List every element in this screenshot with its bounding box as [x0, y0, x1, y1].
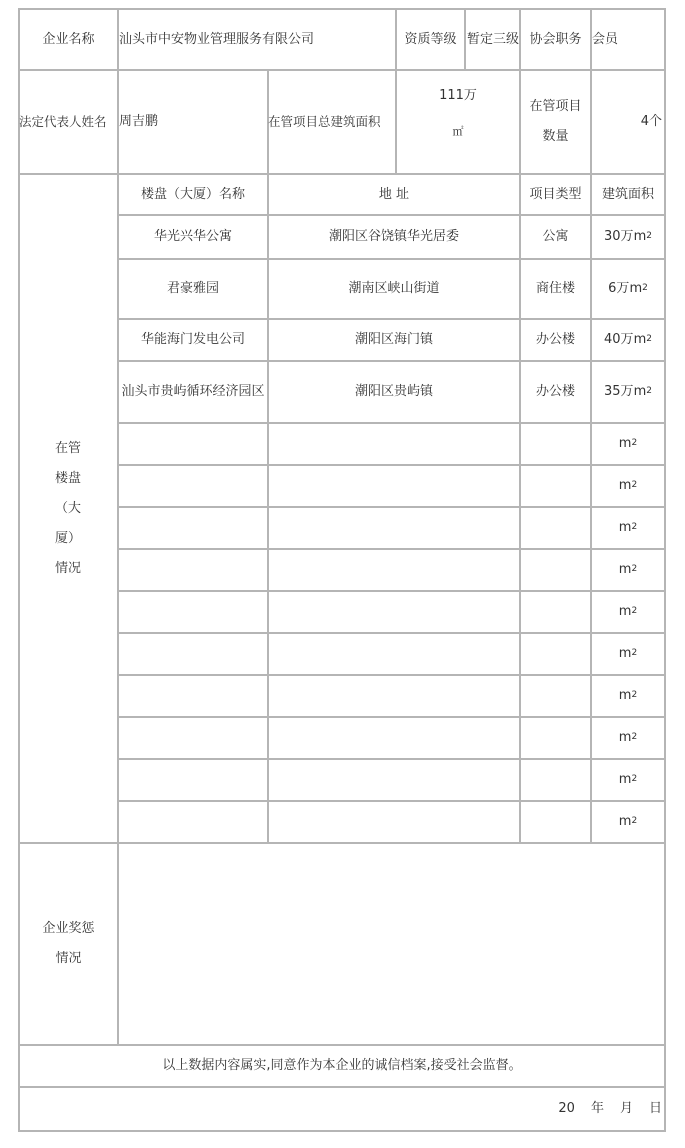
project-area: 40万 m $^2$	[592, 320, 664, 360]
project-type	[521, 466, 590, 506]
project-count-label: 在管项目数量	[529, 99, 582, 144]
project-type	[521, 592, 590, 632]
qualification-value: 暂定三级	[467, 31, 520, 47]
project-type	[521, 424, 590, 464]
project-area-unit: m	[618, 562, 632, 577]
project-address	[269, 634, 519, 674]
project-area: m $^2$	[592, 634, 664, 674]
project-address: 潮阳区贵屿镇	[354, 384, 433, 399]
project-area: m $^2$	[592, 550, 664, 590]
company-name-value: 汕头市中安物业管理服务有限公司	[119, 31, 315, 47]
col-header-type: 项目类型	[529, 186, 582, 202]
project-area: 30万 m $^2$	[592, 216, 664, 258]
project-area-unit: m	[618, 772, 632, 787]
project-address	[269, 592, 519, 632]
project-area-unit: m	[618, 730, 632, 745]
project-type: 办公楼	[535, 384, 575, 399]
record-form-table	[18, 8, 666, 1132]
project-area-value: 30万	[604, 229, 634, 244]
projects-section-label: 在管楼盘（大厦）情况	[54, 440, 81, 576]
qualification-label: 资质等级	[404, 31, 457, 47]
project-name: 汕头市贵屿循环经济园区	[121, 384, 265, 399]
project-area: m $^2$	[592, 508, 664, 548]
company-name-label: 企业名称	[42, 31, 95, 47]
signature-date	[20, 1088, 664, 1130]
project-name	[119, 466, 267, 506]
project-area-value: 35万	[604, 384, 634, 399]
date-year: 年	[590, 1101, 604, 1116]
total-area-label: 在管项目总建筑面积	[268, 114, 381, 129]
col-header-area: 建筑面积	[601, 186, 654, 202]
date-year-prefix: 20	[558, 1101, 575, 1116]
col-header-address: 地 址	[378, 186, 410, 202]
project-type	[521, 508, 590, 548]
project-area-unit: m	[618, 814, 632, 829]
project-address	[269, 802, 519, 842]
col-header-name: 楼盘（大厦）名称	[140, 186, 245, 202]
awards-content	[119, 844, 664, 1044]
association-role-label: 协会职务	[529, 31, 582, 47]
project-name: 君豪雅园	[166, 281, 219, 296]
project-area-value: 6万	[608, 281, 630, 296]
project-type: 商住楼	[535, 281, 575, 296]
date-day: 日	[648, 1101, 662, 1116]
project-address	[269, 760, 519, 800]
date-month: 月	[619, 1101, 633, 1116]
project-name: 华能海门发电公司	[140, 332, 245, 347]
project-area: m $^2$	[592, 592, 664, 632]
project-count-value: 4个	[640, 114, 662, 129]
project-area: m $^2$	[592, 466, 664, 506]
project-name	[119, 424, 267, 464]
project-area: 35万 m $^2$	[592, 362, 664, 422]
project-type: 办公楼	[535, 332, 575, 347]
project-area: m $^2$	[592, 676, 664, 716]
total-area-unit: ㎡	[452, 125, 464, 138]
project-name	[119, 718, 267, 758]
project-area-unit: m	[629, 281, 643, 296]
legal-rep-name: 周吉鹏	[119, 114, 159, 129]
project-area-unit: m	[618, 688, 632, 703]
project-address	[269, 718, 519, 758]
project-name	[119, 676, 267, 716]
project-type	[521, 634, 590, 674]
project-area: m $^2$	[592, 718, 664, 758]
total-area-cell	[397, 71, 519, 173]
project-address: 潮南区峡山街道	[348, 281, 440, 296]
total-area-value: 111万	[439, 88, 477, 103]
project-address	[269, 424, 519, 464]
project-area: m $^2$	[592, 802, 664, 842]
awards-label: 企业奖惩情况	[42, 921, 95, 966]
project-address: 潮阳区谷饶镇华光居委	[328, 229, 459, 244]
legal-rep-label: 法定代表人姓名	[19, 114, 107, 129]
project-name: 华光兴华公寓	[153, 229, 232, 244]
project-type	[521, 718, 590, 758]
project-area-unit: m	[633, 332, 647, 347]
project-type	[521, 760, 590, 800]
project-name	[119, 592, 267, 632]
project-type: 公寓	[542, 229, 569, 244]
project-area: m $^2$	[592, 424, 664, 464]
project-area-unit: m	[618, 646, 632, 661]
project-address	[269, 550, 519, 590]
project-type	[521, 802, 590, 842]
project-type	[521, 676, 590, 716]
project-area-unit: m	[618, 478, 632, 493]
project-area-value: 40万	[604, 332, 634, 347]
project-name	[119, 760, 267, 800]
project-name	[119, 508, 267, 548]
association-role-value: 会员	[592, 31, 619, 47]
project-name	[119, 550, 267, 590]
project-type	[521, 550, 590, 590]
project-address	[269, 466, 519, 506]
project-area-unit: m	[618, 604, 632, 619]
project-area-unit: m	[618, 436, 632, 451]
project-area-unit: m	[633, 384, 647, 399]
project-area-unit: m	[633, 229, 647, 244]
project-address: 潮阳区海门镇	[354, 332, 433, 347]
project-name	[119, 634, 267, 674]
project-area-unit: m	[618, 520, 632, 535]
project-area: m $^2$	[592, 760, 664, 800]
project-address	[269, 676, 519, 716]
project-name	[119, 802, 267, 842]
project-address	[269, 508, 519, 548]
declaration-text: 以上数据内容属实,同意作为本企业的诚信档案,接受社会监督。	[162, 1058, 522, 1073]
project-area: 6万 m $^2$	[592, 260, 664, 318]
